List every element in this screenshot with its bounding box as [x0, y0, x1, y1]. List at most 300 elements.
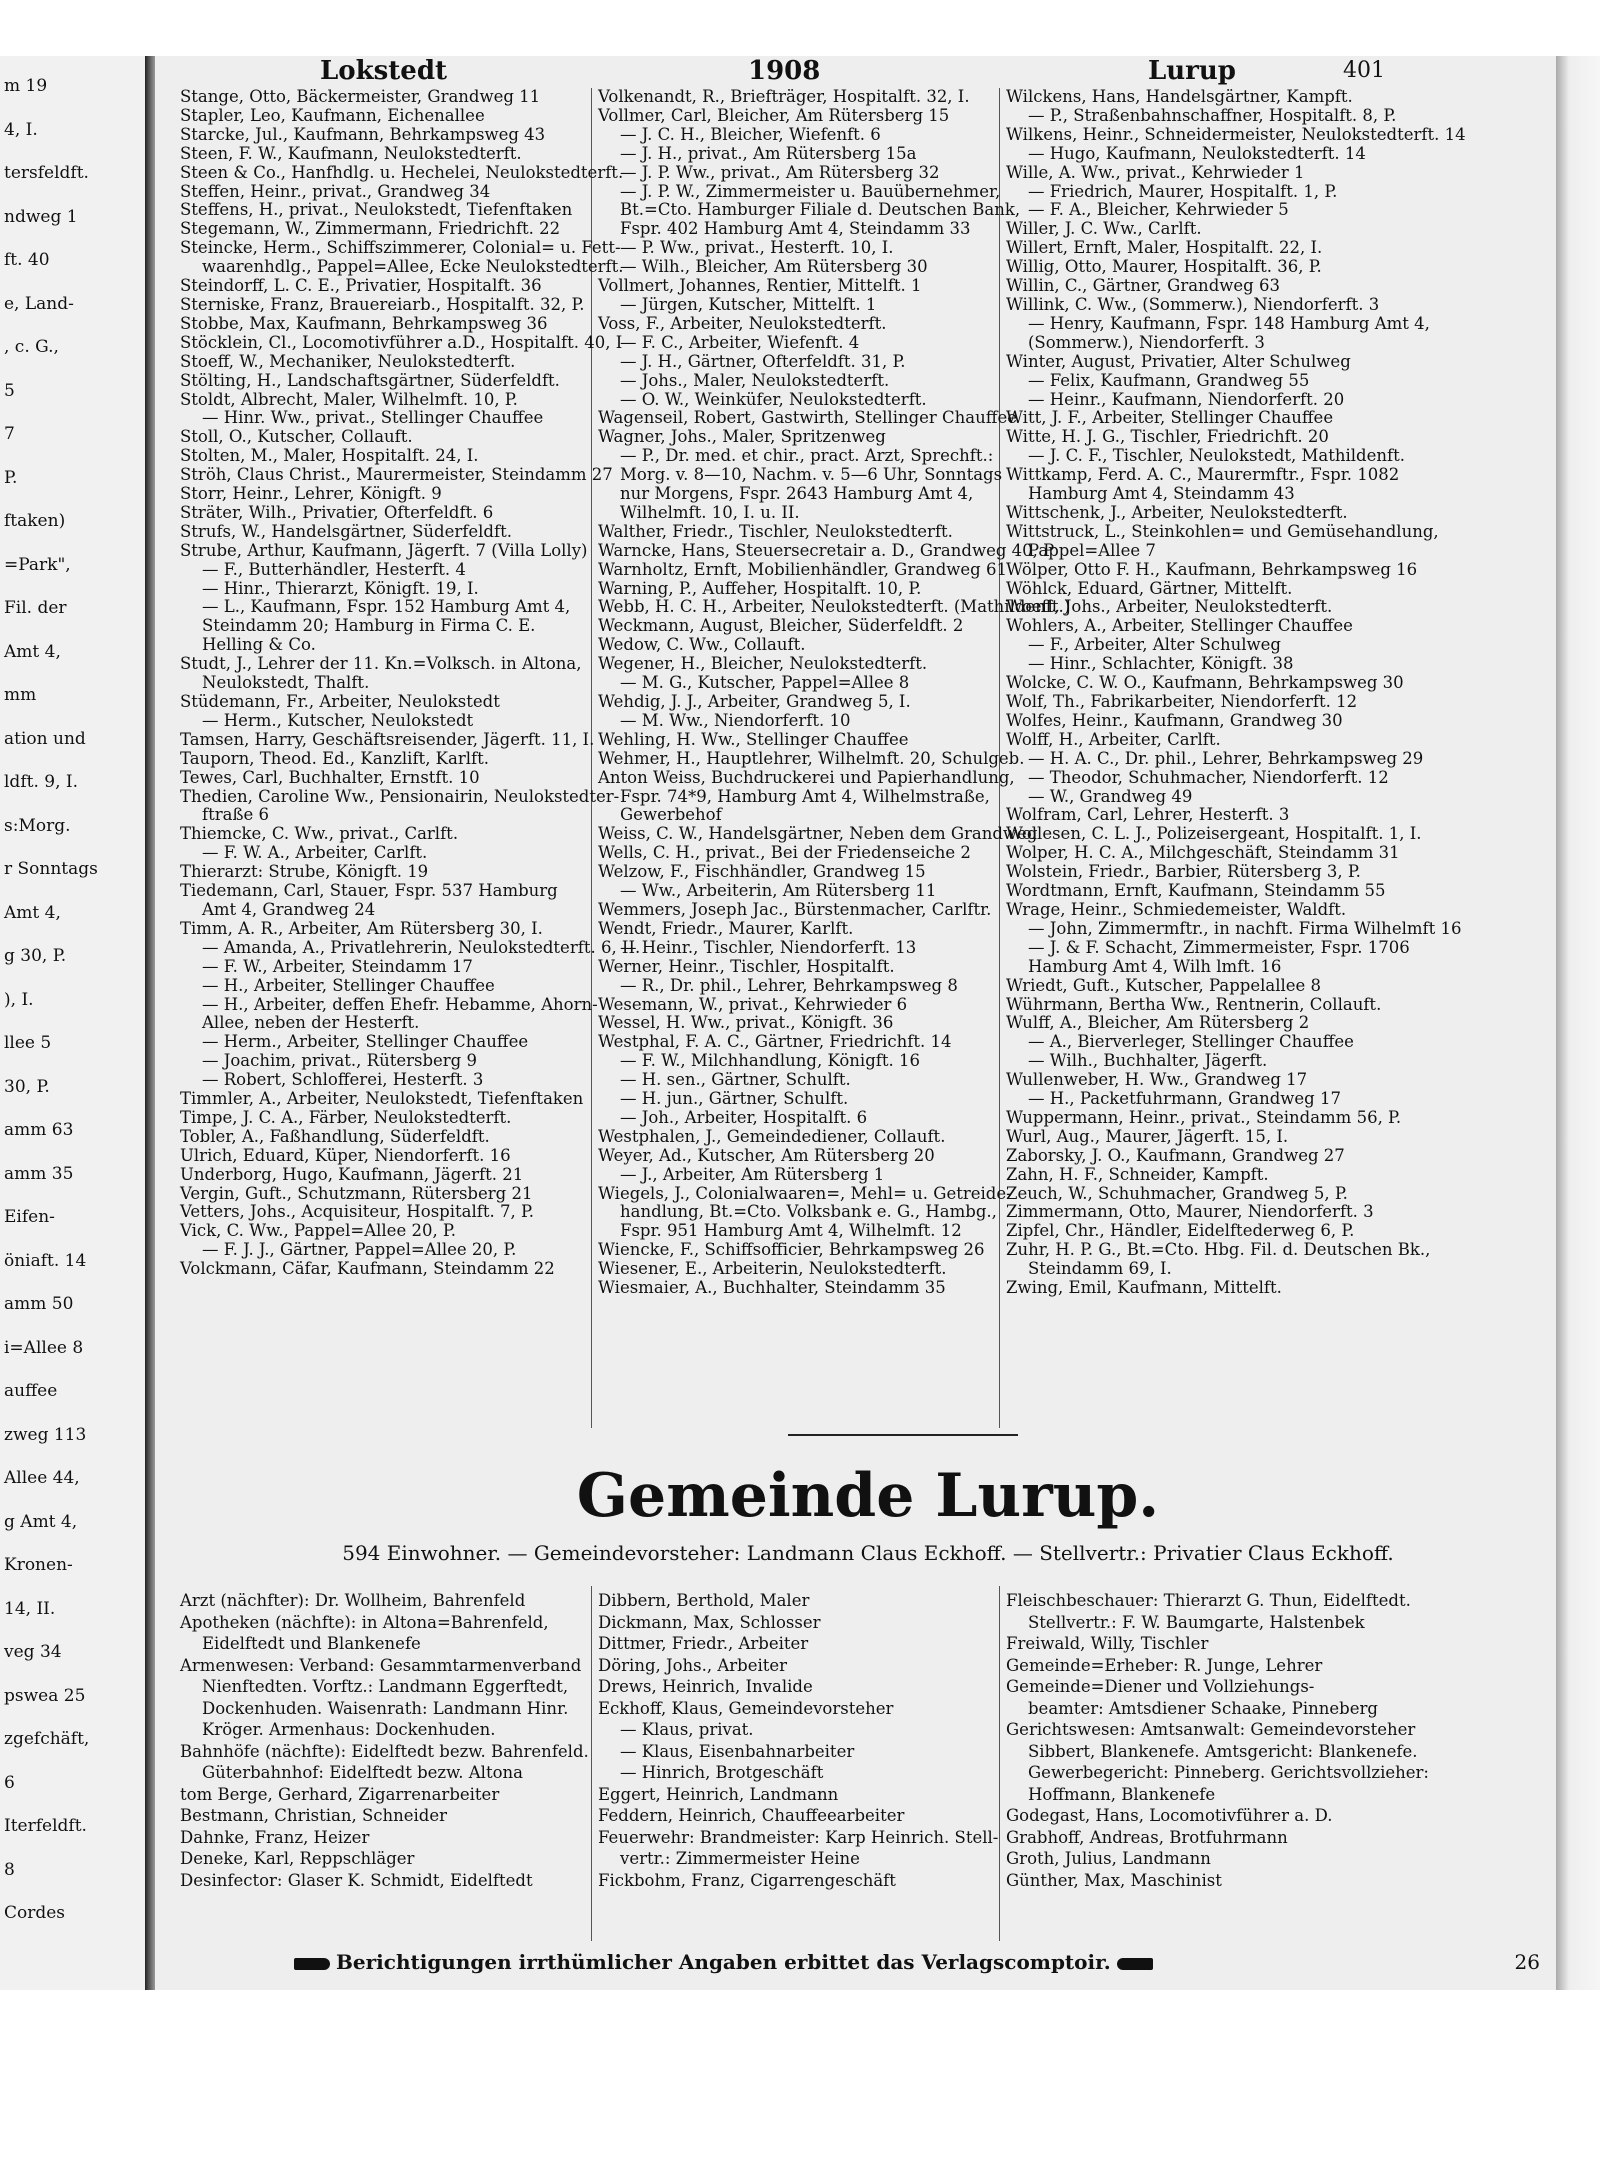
entry-continuation: — Robert, Schlofferei, Hesterft. 3 [202, 1070, 484, 1090]
directory-entry: Dittmer, Friedr., Arbeiter [598, 1634, 809, 1653]
directory-entry: Weyer, Ad., Kutscher, Am Rütersberg 20 [598, 1145, 935, 1165]
directory-entry: Wedow, C. Ww., Collauft. [598, 635, 806, 655]
directory-entry: Westphalen, J., Gemeindediener, Collauft. [598, 1126, 946, 1146]
directory-entry: Ulrich, Eduard, Küper, Niendorferft. 16 [180, 1145, 511, 1165]
directory-entry: Weiss, C. W., Handelsgärtner, Neben dem Grandweg [598, 824, 1038, 844]
directory-entry: Wolfram, Carl, Lehrer, Hesterft. 3 [1006, 805, 1290, 825]
column-rule [591, 88, 592, 1428]
entry-continuation: — John, Zimmermftr., in nachft. Firma Wilhelmft 16 [1028, 918, 1462, 938]
directory-entry: Wessel, H. Ww., privat., Königft. 36 [598, 1013, 894, 1033]
entry-continuation: — J., Arbeiter, Am Rütersberg 1 [620, 1164, 885, 1184]
entry-continuation: — Henry, Kaufmann, Fspr. 148 Hamburg Amt 4, [1028, 313, 1430, 333]
entry-continuation: — Heinr., Tischler, Niendorferft. 13 [620, 937, 917, 957]
directory-entry: Drews, Heinrich, Invalide [598, 1677, 813, 1696]
previous-page-fragment: Amt 4, [4, 641, 61, 662]
directory-entry: Zuhr, H. P. G., Bt.=Cto. Hbg. Fil. d. Deutschen Bk., [1006, 1240, 1431, 1260]
directory-entry: Bestmann, Christian, Schneider [180, 1806, 448, 1825]
directory-entry: Timm, A. R., Arbeiter, Am Rütersberg 30, I. [180, 918, 543, 938]
directory-entry: Desinfector: Glaser K. Schmidt, Eidelftedt [180, 1870, 533, 1890]
entry-continuation: — M. G., Kutscher, Pappel=Allee 8 [620, 673, 910, 693]
directory-entry: Wegener, H., Bleicher, Neulokstedterft. [598, 654, 928, 674]
directory-entry: Zeuch, W., Schuhmacher, Grandweg 5, P. [1006, 1183, 1348, 1203]
entries-column-1 [180, 87, 641, 1279]
entry-continuation: — H., Arbeiter, deffen Ehefr. Hebamme, Ahorn- [202, 994, 598, 1014]
directory-entry: Stolten, M., Maler, Hospitalft. 24, I. [180, 446, 479, 466]
lurup-column-1 [180, 1590, 589, 1891]
previous-page-fragment: i=Allee 8 [4, 1337, 84, 1358]
entry-continuation: — Hinr., Thierarzt, Königft. 19, I. [202, 578, 479, 598]
directory-entry: Wolf, Th., Fabrikarbeiter, Niendorferft. 12 [1006, 692, 1358, 711]
entry-continuation: — Theodor, Schuhmacher, Niendorferft. 12 [1028, 767, 1389, 787]
previous-page-fragment: Allee 44, [4, 1468, 80, 1488]
directory-page [178, 56, 1558, 1990]
entry-continuation: Gewerbegericht: Pinneberg. Gerichtsvollzieher: [1028, 1763, 1429, 1782]
directory-entry: Fleischbeschauer: Thierarzt G. Thun, Eidelftedt. [1006, 1591, 1411, 1610]
pointing-hand-icon [294, 1958, 330, 1970]
directory-entry: Groth, Julius, Landmann [1006, 1849, 1211, 1868]
directory-entry: tom Berge, Gerhard, Zigarrenarbeiter [180, 1784, 500, 1804]
page-number-top: 401 [1343, 58, 1385, 83]
previous-page-fragment: g Amt 4, [4, 1511, 78, 1532]
entry-continuation: — Heinr., Kaufmann, Niendorferft. 20 [1028, 389, 1345, 409]
section-divider [788, 1434, 1018, 1436]
directory-entry: Wolfes, Heinr., Kaufmann, Grandweg 30 [1006, 710, 1343, 730]
previous-page-fragment: zgefchäft, [4, 1729, 90, 1749]
entry-continuation: — Amanda, A., Privatlehrerin, Neulokstedterft. 6, II. [202, 937, 641, 957]
entry-continuation: — Hinr. Ww., privat., Stellinger Chauffee [202, 408, 544, 428]
entry-continuation: Fspr. 74*9, Hamburg Amt 4, Wilhelmstraße, [620, 786, 990, 806]
running-head-left: Lokstedt [320, 56, 448, 86]
previous-page-fragment: g 30, P. [4, 946, 67, 966]
previous-page-fragment: ft. 40 [4, 250, 50, 270]
directory-entry: Wullenweber, H. Ww., Grandweg 17 [1006, 1070, 1308, 1090]
directory-entry: Wolff, H., Arbeiter, Carlft. [1006, 729, 1221, 749]
previous-page-fragment: auffee [4, 1381, 58, 1401]
directory-entry: Stöcklein, Cl., Locomotivführer a.D., Hospitalft. 40, I [180, 332, 623, 352]
previous-page-fragment: amm 35 [4, 1163, 74, 1184]
entry-continuation: — J. P. Ww., privat., Am Rütersberg 32 [620, 162, 940, 182]
directory-entry: Wiesmaier, A., Buchhalter, Steindamm 35 [598, 1278, 946, 1298]
directory-entry: Werner, Heinr., Tischler, Hospitalft. [598, 956, 895, 976]
directory-entry: Underborg, Hugo, Kaufmann, Jägerft. 21 [180, 1164, 524, 1184]
entry-continuation: — J. C. H., Bleicher, Wiefenft. 6 [620, 124, 881, 144]
entry-continuation: — Hinrich, Brotgeschäft [620, 1763, 824, 1782]
entry-continuation: — J. C. F., Tischler, Neulokstedt, Mathildenft. [1028, 446, 1405, 466]
previous-page-fragment: , c. G., [4, 337, 59, 357]
directory-entry: Zaborsky, J. O., Kaufmann, Grandweg 27 [1006, 1145, 1345, 1165]
entry-continuation: Steindamm 20; Hamburg in Firma C. E. [202, 616, 536, 636]
directory-entry: Apotheken (nächfte): in Altona=Bahrenfeld, [180, 1612, 549, 1632]
previous-page-fragment: Cordes [4, 1903, 66, 1923]
directory-entry: Feddern, Heinrich, Chauffeearbeiter [598, 1806, 905, 1825]
running-head-year: 1908 [748, 56, 821, 86]
directory-entry: Wiesener, E., Arbeiterin, Neulokstedterft. [598, 1259, 947, 1279]
previous-page-fragment: 14, II. [4, 1598, 56, 1619]
directory-entry: Warnholtz, Ernft, Mobilienhändler, Grandweg 61 [598, 559, 1007, 579]
entry-continuation: — F. J. J., Gärtner, Pappel=Allee 20, P. [202, 1240, 517, 1260]
previous-page-fragment: zweg 113 [4, 1424, 87, 1445]
directory-entry: Godegast, Hans, Locomotivführer a. D. [1006, 1806, 1333, 1825]
directory-entry: Tiedemann, Carl, Stauer, Fspr. 537 Hamburg [180, 881, 558, 901]
entry-continuation: Neulokstedt, Thalft. [202, 673, 370, 693]
directory-entry: Wilkens, Heinr., Schneidermeister, Neulokstedterft. 14 [1006, 124, 1466, 144]
directory-entry: Gemeinde=Erheber: R. Junge, Lehrer [1006, 1655, 1323, 1675]
entry-continuation: — J. H., Gärtner, Ofterfeldft. 31, P. [620, 351, 906, 371]
directory-entry: Wemmers, Joseph Jac., Bürstenmacher, Carlftr. [598, 899, 992, 919]
page-number-bottom: 26 [1514, 1950, 1540, 1974]
directory-entry: Webb, H. C. H., Arbeiter, Neulokstedterft. (Mathildenft.) [598, 597, 1071, 617]
directory-entry: Winter, August, Privatier, Alter Schulweg [1006, 351, 1351, 371]
entry-continuation: Hamburg Amt 4, Steindamm 43 [1028, 484, 1295, 504]
entry-continuation: — M. Ww., Niendorferft. 10 [620, 710, 851, 730]
entry-continuation: — P., Straßenbahnschaffner, Hospitalft. 8, P. [1028, 105, 1397, 125]
directory-entry: Wuppermann, Heinr., privat., Steindamm 56, P. [1006, 1107, 1402, 1127]
previous-page-fragment: veg 34 [4, 1642, 62, 1662]
directory-entry: Tobler, A., Faßhandlung, Süderfeldft. [180, 1126, 490, 1146]
previous-page-fragment: 6 [4, 1772, 15, 1793]
entry-continuation: — F. A., Bleicher, Kehrwieder 5 [1028, 200, 1289, 220]
entry-continuation: — J. H., privat., Am Rütersberg 15a [620, 143, 917, 163]
entry-continuation: — R., Dr. phil., Lehrer, Behrkampsweg 8 [620, 975, 958, 995]
entry-continuation: Hamburg Amt 4, Wilh lmft. 16 [1028, 956, 1282, 976]
directory-entry: Vetters, Johs., Acquisiteur, Hospitalft. 7, P. [180, 1202, 534, 1222]
entry-continuation: — Wilh., Bleicher, Am Rütersberg 30 [620, 257, 928, 277]
directory-entry: Döring, Johs., Arbeiter [598, 1655, 788, 1675]
previous-page-fragment: llee 5 [4, 1033, 52, 1053]
directory-entry: Stobbe, Max, Kaufmann, Behrkampsweg 36 [180, 313, 548, 333]
directory-entry: Wührmann, Bertha Ww., Rentnerin, Collauft. [1006, 994, 1382, 1014]
entry-continuation: — Joh., Arbeiter, Hospitalft. 6 [620, 1107, 868, 1127]
entry-continuation: — O. W., Weinküfer, Neulokstedterft. [620, 389, 927, 409]
directory-entry: Willer, J. C. Ww., Carlft. [1006, 219, 1202, 239]
previous-page-fragment: amm 50 [4, 1294, 74, 1314]
directory-entry: Sterniske, Franz, Brauereiarb., Hospitalft. 32, P. [180, 294, 585, 314]
entry-continuation: — F. W., Arbeiter, Steindamm 17 [202, 956, 473, 976]
directory-entry: Günther, Max, Maschinist [1006, 1870, 1222, 1890]
directory-entry: Volkenandt, R., Briefträger, Hospitalft. 32, I. [598, 87, 970, 106]
previous-page-strip [0, 56, 150, 1990]
directory-entry: Stoll, O., Kutscher, Collauft. [180, 427, 413, 447]
lurup-column-2 [598, 1590, 998, 1891]
directory-entry: Voss, F., Arbeiter, Neulokstedterft. [598, 313, 887, 333]
directory-entry: Bahnhöfe (nächfte): Eidelftedt bezw. Bahrenfeld. [180, 1741, 589, 1761]
section-subtitle: 594 Einwohner. — Gemeindevorsteher: Landmann Claus Eckhoff. — Stellvertr.: Privatier Claus Eckhoff. [342, 1541, 1394, 1565]
directory-entry: Wagenseil, Robert, Gastwirth, Stellinger Chauffee [598, 408, 1018, 428]
entry-continuation: Fspr. 951 Hamburg Amt 4, Wilhelmft. 12 [620, 1221, 962, 1241]
previous-page-fragment: 4, I. [4, 119, 38, 140]
entry-continuation: — H. jun., Gärtner, Schulft. [620, 1089, 849, 1109]
previous-page-fragment: pswea 25 [4, 1685, 86, 1706]
directory-entry: Feuerwehr: Brandmeister: Karp Heinrich. Stell- [598, 1827, 999, 1847]
previous-page-fragment: Eifen- [4, 1207, 55, 1227]
previous-page-fragment: 30, P. [4, 1076, 50, 1097]
previous-page-fragment: tersfeldft. [4, 163, 89, 183]
entries-column-3 [1006, 87, 1466, 1298]
directory-entry: Studt, J., Lehrer der 11. Kn.=Volksch. in Altona, [180, 654, 582, 674]
directory-entry: Zimmermann, Otto, Maurer, Niendorferft. 3 [1006, 1202, 1374, 1222]
previous-page-fragment: ftaken) [4, 511, 66, 531]
entry-continuation: — Klaus, privat. [620, 1720, 754, 1739]
directory-entry: Sträter, Wilh., Privatier, Ofterfeldft. 6 [180, 502, 494, 522]
entry-continuation: — H., Packetfuhrmann, Grandweg 17 [1028, 1089, 1341, 1109]
entry-continuation: — Hugo, Kaufmann, Neulokstedterft. 14 [1028, 143, 1366, 163]
directory-entry: Wille, A. Ww., privat., Kehrwieder 1 [1006, 162, 1305, 182]
directory-entry: Tewes, Carl, Buchhalter, Ernstft. 10 [180, 767, 480, 787]
directory-entry: Willin, C., Gärtner, Grandweg 63 [1006, 276, 1280, 296]
entry-continuation: (Sommerw.), Niendorferft. 3 [1028, 332, 1265, 352]
footer-notice [288, 1949, 1558, 1975]
entry-continuation: — Johs., Maler, Neulokstedterft. [620, 370, 890, 390]
directory-entry: Stüdemann, Fr., Arbeiter, Neulokstedt [180, 692, 500, 711]
entry-continuation: — Klaus, Eisenbahnarbeiter [620, 1741, 855, 1761]
previous-page-fragment: amm 63 [4, 1120, 74, 1140]
entry-continuation: — H. A. C., Dr. phil., Lehrer, Behrkampsweg 29 [1028, 748, 1424, 768]
directory-entry: Deneke, Karl, Reppschläger [180, 1849, 415, 1868]
column-rule [591, 1586, 592, 1941]
entry-continuation: Hoffmann, Blankenefe [1028, 1784, 1216, 1804]
directory-entry: Wölper, Otto F. H., Kaufmann, Behrkampsweg 16 [1006, 559, 1418, 579]
book-spine [145, 56, 155, 1990]
previous-page-fragment: mm [4, 685, 37, 705]
directory-entry: Wehling, H. Ww., Stellinger Chauffee [598, 729, 909, 749]
directory-entry: Wriedt, Guft., Kutscher, Pappelallee 8 [1006, 975, 1322, 995]
footer-text: Berichtigungen irrthümlicher Angaben erbittet das Verlagscomptoir. [336, 1950, 1111, 1974]
directory-entry: Vergin, Guft., Schutzmann, Rütersberg 21 [180, 1183, 533, 1203]
directory-entry: Eckhoff, Klaus, Gemeindevorsteher [598, 1698, 894, 1718]
directory-entry: Zahn, H. F., Schneider, Kampft. [1006, 1164, 1269, 1184]
page-edge [1556, 56, 1600, 1990]
entry-continuation: — Felix, Kaufmann, Grandweg 55 [1028, 370, 1310, 390]
directory-entry: Vollmert, Johannes, Rentier, Mittelft. 1 [598, 276, 922, 296]
entry-continuation: handlung, Bt.=Cto. Volksbank e. G., Hambg., [620, 1202, 997, 1222]
entry-continuation: — Wilh., Buchhalter, Jägerft. [1028, 1051, 1268, 1071]
directory-entry: Wendt, Friedr., Maurer, Karlft. [598, 918, 854, 938]
entries-column-2 [598, 87, 1071, 1298]
directory-entry: Wohlers, A., Arbeiter, Stellinger Chauffee [1006, 616, 1353, 636]
entry-continuation: — H., Arbeiter, Stellinger Chauffee [202, 975, 495, 995]
entry-continuation: beamter: Amtsdiener Schaake, Pinneberg [1028, 1698, 1378, 1718]
directory-entry: Starcke, Jul., Kaufmann, Behrkampsweg 43 [180, 124, 546, 144]
directory-entry: Strufs, W., Handelsgärtner, Süderfeldft. [180, 521, 512, 541]
entry-continuation: — F. W., Milchhandlung, Königft. 16 [620, 1051, 920, 1071]
directory-entry: Timmler, A., Arbeiter, Neulokstedt, Tiefenftaken [180, 1089, 584, 1109]
directory-entry: Willink, C. Ww., (Sommerw.), Niendorferft. 3 [1006, 294, 1380, 314]
previous-page-fragment: P. [4, 467, 18, 488]
previous-page-fragment: =Park", [4, 554, 71, 575]
pointing-hand-icon [1117, 1958, 1153, 1970]
section-title: Gemeinde Lurup. [576, 1461, 1160, 1531]
entry-continuation: — F., Arbeiter, Alter Schulweg [1028, 635, 1281, 655]
directory-entry: Warncke, Hans, Steuersecretair a. D., Grandweg 40, P [598, 540, 1055, 560]
entry-continuation: — Herm., Arbeiter, Stellinger Chauffee [202, 1032, 529, 1052]
entry-continuation: Pappel=Allee 7 [1028, 540, 1156, 560]
directory-entry: Thedien, Caroline Ww., Pensionairin, Neulokstedter- [180, 786, 620, 806]
directory-entry: Wittkamp, Ferd. A. C., Maurermftr., Fspr. 1082 [1006, 465, 1400, 485]
directory-entry: Thierarzt: Strube, Königft. 19 [180, 862, 429, 882]
directory-entry: Wehdig, J. J., Arbeiter, Grandweg 5, I. [598, 692, 911, 711]
entry-continuation: — P., Dr. med. et chir., pract. Arzt, Sprechft.: [620, 446, 994, 466]
entry-continuation: — P. Ww., privat., Hesterft. 10, I. [620, 238, 894, 258]
directory-entry: Wiencke, F., Schiffsofficier, Behrkampsweg 26 [598, 1240, 985, 1260]
directory-entry: Vollmer, Carl, Bleicher, Am Rütersberg 15 [598, 105, 950, 125]
entry-continuation: — W., Grandweg 49 [1028, 786, 1193, 806]
directory-entry: Wollesen, C. L. J., Polizeisergeant, Hospitalft. 1, I. [1006, 824, 1422, 844]
directory-entry: Freiwald, Willy, Tischler [1006, 1634, 1209, 1653]
entry-continuation: — Friedrich, Maurer, Hospitalft. 1, P. [1028, 181, 1338, 201]
directory-entry: Dibbern, Berthold, Maler [598, 1591, 810, 1610]
previous-page-fragment: öniaft. 14 [4, 1250, 87, 1271]
directory-entry: Anton Weiss, Buchdruckerei und Papierhandlung, [598, 767, 1015, 787]
directory-entry: Gerichtswesen: Amtsanwalt: Gemeindevorsteher [1006, 1720, 1416, 1739]
running-head-right: Lurup [1148, 56, 1236, 86]
directory-entry: Stölting, H., Landschaftsgärtner, Süderfeldft. [180, 370, 560, 390]
directory-entry: Gemeinde=Diener und Vollziehungs- [1006, 1677, 1315, 1696]
previous-page-fragment: s:Morg. [4, 815, 71, 836]
entry-continuation: — A., Bierverleger, Stellinger Chauffee [1028, 1032, 1354, 1052]
directory-entry: Eggert, Heinrich, Landmann [598, 1784, 839, 1804]
previous-page-fragment: ldft. 9, I. [4, 772, 78, 792]
directory-entry: Wolcke, C. W. O., Kaufmann, Behrkampsweg 30 [1006, 673, 1404, 693]
entry-continuation: — J. P. W., Zimmermeister u. Bauübernehmer, [620, 181, 1001, 201]
entry-continuation: — Jürgen, Kutscher, Mittelft. 1 [620, 294, 877, 314]
directory-entry: Welzow, F., Fischhändler, Grandweg 15 [598, 862, 926, 882]
directory-entry: Fickbohm, Franz, Cigarrengeschäft [598, 1870, 896, 1890]
previous-page-fragment: 8 [4, 1859, 15, 1880]
previous-page-fragment: ation und [4, 728, 86, 749]
directory-entry: Tamsen, Harry, Geschäftsreisender, Jägerft. 11, I. [180, 729, 595, 749]
previous-page-fragment: m 19 [4, 76, 48, 96]
directory-entry: Wulff, A., Bleicher, Am Rütersberg 2 [1006, 1013, 1310, 1033]
previous-page-fragment: Iterfeldft. [4, 1816, 87, 1836]
directory-entry: Vick, C. Ww., Pappel=Allee 20, P. [180, 1221, 456, 1241]
directory-entry: Timpe, J. C. A., Färber, Neulokstedterft. [180, 1107, 512, 1127]
entry-continuation: — Ww., Arbeiterin, Am Rütersberg 11 [620, 881, 937, 901]
entry-continuation: — Herm., Kutscher, Neulokstedt [202, 710, 474, 730]
directory-entry: Steen & Co., Hanfhdlg. u. Hechelei, Neulokstedterft. [180, 162, 624, 182]
directory-entry: Wagner, Johs., Maler, Spritzenweg [598, 427, 886, 447]
directory-entry: Wittstruck, L., Steinkohlen= und Gemüsehandlung, [1006, 521, 1439, 541]
directory-entry: Thiemcke, C. Ww., privat., Carlft. [180, 824, 459, 844]
directory-entry: Wordtmann, Ernft, Kaufmann, Steindamm 55 [1006, 881, 1386, 901]
directory-entry: Willert, Ernft, Maler, Hospitalft. 22, I. [1006, 238, 1323, 258]
entry-continuation: — L., Kaufmann, Fspr. 152 Hamburg Amt 4, [202, 597, 571, 617]
entry-continuation: Stellvertr.: F. W. Baumgarte, Halstenbek [1028, 1612, 1365, 1632]
column-rule [999, 1586, 1000, 1941]
entry-continuation: Wilhelmft. 10, I. u. II. [620, 502, 800, 522]
directory-entry: Weckmann, August, Bleicher, Süderfeldft. 2 [598, 616, 964, 636]
directory-entry: Westphal, F. A. C., Gärtner, Friedrichft. 14 [598, 1032, 952, 1052]
directory-entry: Arzt (nächfter): Dr. Wollheim, Bahrenfeld [180, 1591, 526, 1610]
directory-entry: Wiegels, J., Colonialwaaren=, Mehl= u. Getreide- [598, 1183, 1012, 1203]
entry-continuation: Amt 4, Grandweg 24 [202, 899, 376, 919]
previous-page-fragment: 5 [4, 380, 15, 401]
previous-page-fragment: 7 [4, 424, 15, 444]
directory-entry: Wrage, Heinr., Schmiedemeister, Waldft. [1006, 899, 1347, 919]
directory-entry: Wittschenk, J., Arbeiter, Neulokstedterft. [1006, 502, 1348, 522]
entry-continuation: Güterbahnhof: Eidelftedt bezw. Altona [202, 1763, 523, 1782]
directory-entry: Wolper, H. C. A., Milchgeschäft, Steindamm 31 [1006, 843, 1400, 863]
entry-continuation: Kröger. Armenhaus: Dockenhuden. [202, 1720, 496, 1739]
directory-entry: Stegemann, W., Zimmermann, Friedrichft. 22 [180, 219, 561, 239]
directory-entry: Zwing, Emil, Kaufmann, Mittelft. [1006, 1278, 1282, 1298]
previous-page-fragment: Kronen- [4, 1555, 73, 1575]
directory-entry: Woeft, Johs., Arbeiter, Neulokstedterft. [1006, 597, 1333, 617]
directory-entry: Walther, Friedr., Tischler, Neulokstedterft. [598, 521, 953, 541]
entry-continuation: Morg. v. 8—10, Nachm. v. 5—6 Uhr, Sonntags [620, 465, 1003, 485]
directory-entry: Steindorff, L. C. E., Privatier, Hospitalft. 36 [180, 276, 542, 296]
directory-entry: Grabhoff, Andreas, Brotfuhrmann [1006, 1827, 1288, 1847]
entry-continuation: — F., Butterhändler, Hesterft. 4 [202, 559, 466, 579]
directory-entry: Volckmann, Cäfar, Kaufmann, Steindamm 22 [180, 1259, 555, 1279]
previous-page-fragment: ), I. [4, 989, 34, 1010]
directory-entry: Wehmer, H., Hauptlehrer, Wilhelmft. 20, Schulgeb. [598, 748, 1025, 768]
entry-continuation: — Joachim, privat., Rütersberg 9 [202, 1051, 477, 1071]
directory-entry: Witt, J. F., Arbeiter, Stellinger Chauffee [1006, 408, 1334, 428]
directory-entry: Steen, F. W., Kaufmann, Neulokstedterft. [180, 143, 522, 163]
entry-continuation: Sibbert, Blankenefe. Amtsgericht: Blankenefe. [1028, 1741, 1418, 1761]
entry-continuation: nur Morgens, Fspr. 2643 Hamburg Amt 4, [620, 484, 974, 504]
directory-entry: Warning, P., Auffeher, Hospitalft. 10, P. [598, 578, 922, 598]
entry-continuation: Bt.=Cto. Hamburger Filiale d. Deutschen Bank, [620, 200, 1021, 220]
entry-continuation: Gewerbehof [620, 805, 722, 825]
entry-continuation: — J. & F. Schacht, Zimmermeister, Fspr. 1706 [1028, 937, 1410, 957]
entry-continuation: Fspr. 402 Hamburg Amt 4, Steindamm 33 [620, 219, 971, 239]
entry-continuation: vertr.: Zimmermeister Heine [620, 1849, 860, 1868]
entry-continuation: — Hinr., Schlachter, Königft. 38 [1028, 654, 1294, 674]
directory-entry: Willig, Otto, Maurer, Hospitalft. 36, P. [1006, 257, 1322, 277]
directory-entry: Stange, Otto, Bäckermeister, Grandweg 11 [180, 87, 541, 106]
directory-entry: Storr, Heinr., Lehrer, Königft. 9 [180, 484, 442, 504]
previous-page-fragment: Fil. der [4, 598, 67, 618]
entry-continuation: ftraße 6 [202, 805, 269, 825]
previous-page-fragment: e, Land- [4, 293, 74, 314]
directory-entry: Steffens, H., privat., Neulokstedt, Tiefenftaken [180, 200, 573, 220]
directory-entry: Witte, H. J. G., Tischler, Friedrichft. 20 [1006, 427, 1329, 447]
directory-entry: Steffen, Heinr., privat., Grandweg 34 [180, 181, 491, 201]
directory-entry: Wilckens, Hans, Handelsgärtner, Kampft. [1006, 87, 1353, 106]
directory-entry: Ströh, Claus Christ., Maurermeister, Steindamm 27 [180, 465, 613, 485]
directory-entry: Tauporn, Theod. Ed., Kanzlift, Karlft. [180, 748, 489, 768]
directory-entry: Dickmann, Max, Schlosser [598, 1612, 821, 1632]
directory-entry: Dahnke, Franz, Heizer [180, 1827, 370, 1847]
directory-entry: Strube, Arthur, Kaufmann, Jägerft. 7 (Villa Lolly) [180, 540, 588, 560]
entry-continuation: — F. W. A., Arbeiter, Carlft. [202, 843, 428, 863]
directory-entry: Stoldt, Albrecht, Maler, Wilhelmft. 10, P. [180, 389, 518, 409]
directory-entry: Wesemann, W., privat., Kehrwieder 6 [598, 994, 908, 1014]
directory-entry: Stoeff, W., Mechaniker, Neulokstedterft. [180, 351, 516, 371]
entry-continuation: Eidelftedt und Blankenefe [202, 1634, 421, 1653]
entry-continuation: — F. C., Arbeiter, Wiefenft. 4 [620, 332, 860, 352]
directory-entry: Zipfel, Chr., Händler, Eidelftederweg 6, P. [1006, 1221, 1355, 1241]
previous-page-fragment: Amt 4, [4, 902, 61, 923]
entry-continuation: Helling & Co. [202, 635, 316, 655]
directory-entry: Wells, C. H., privat., Bei der Friedenseiche 2 [598, 843, 971, 863]
directory-entry: Steincke, Herm., Schiffszimmerer, Colonial= u. Fett- [180, 238, 621, 258]
directory-entry: Stapler, Leo, Kaufmann, Eichenallee [180, 105, 485, 125]
lurup-column-3 [1006, 1590, 1429, 1891]
directory-entry: Wurl, Aug., Maurer, Jägerft. 15, I. [1006, 1126, 1289, 1146]
directory-entry: Wolstein, Friedr., Barbier, Rütersberg 3, P. [1006, 862, 1361, 882]
directory-entry: Armenwesen: Verband: Gesammtarmenverband [180, 1655, 582, 1675]
entry-continuation: Steindamm 69, I. [1028, 1259, 1172, 1279]
entry-continuation: Nienftedten. Vorftz.: Landmann Eggerftedt, [202, 1677, 569, 1696]
entry-continuation: waarenhdlg., Pappel=Allee, Ecke Neulokstedterft. [202, 257, 624, 277]
previous-page-fragment: ndweg 1 [4, 206, 78, 227]
directory-entry: Wöhlck, Eduard, Gärtner, Mittelft. [1006, 578, 1293, 598]
previous-page-fragment: r Sonntags [4, 859, 98, 879]
entry-continuation: — H. sen., Gärtner, Schulft. [620, 1070, 851, 1090]
entry-continuation: Dockenhuden. Waisenrath: Landmann Hinr. [202, 1698, 569, 1718]
